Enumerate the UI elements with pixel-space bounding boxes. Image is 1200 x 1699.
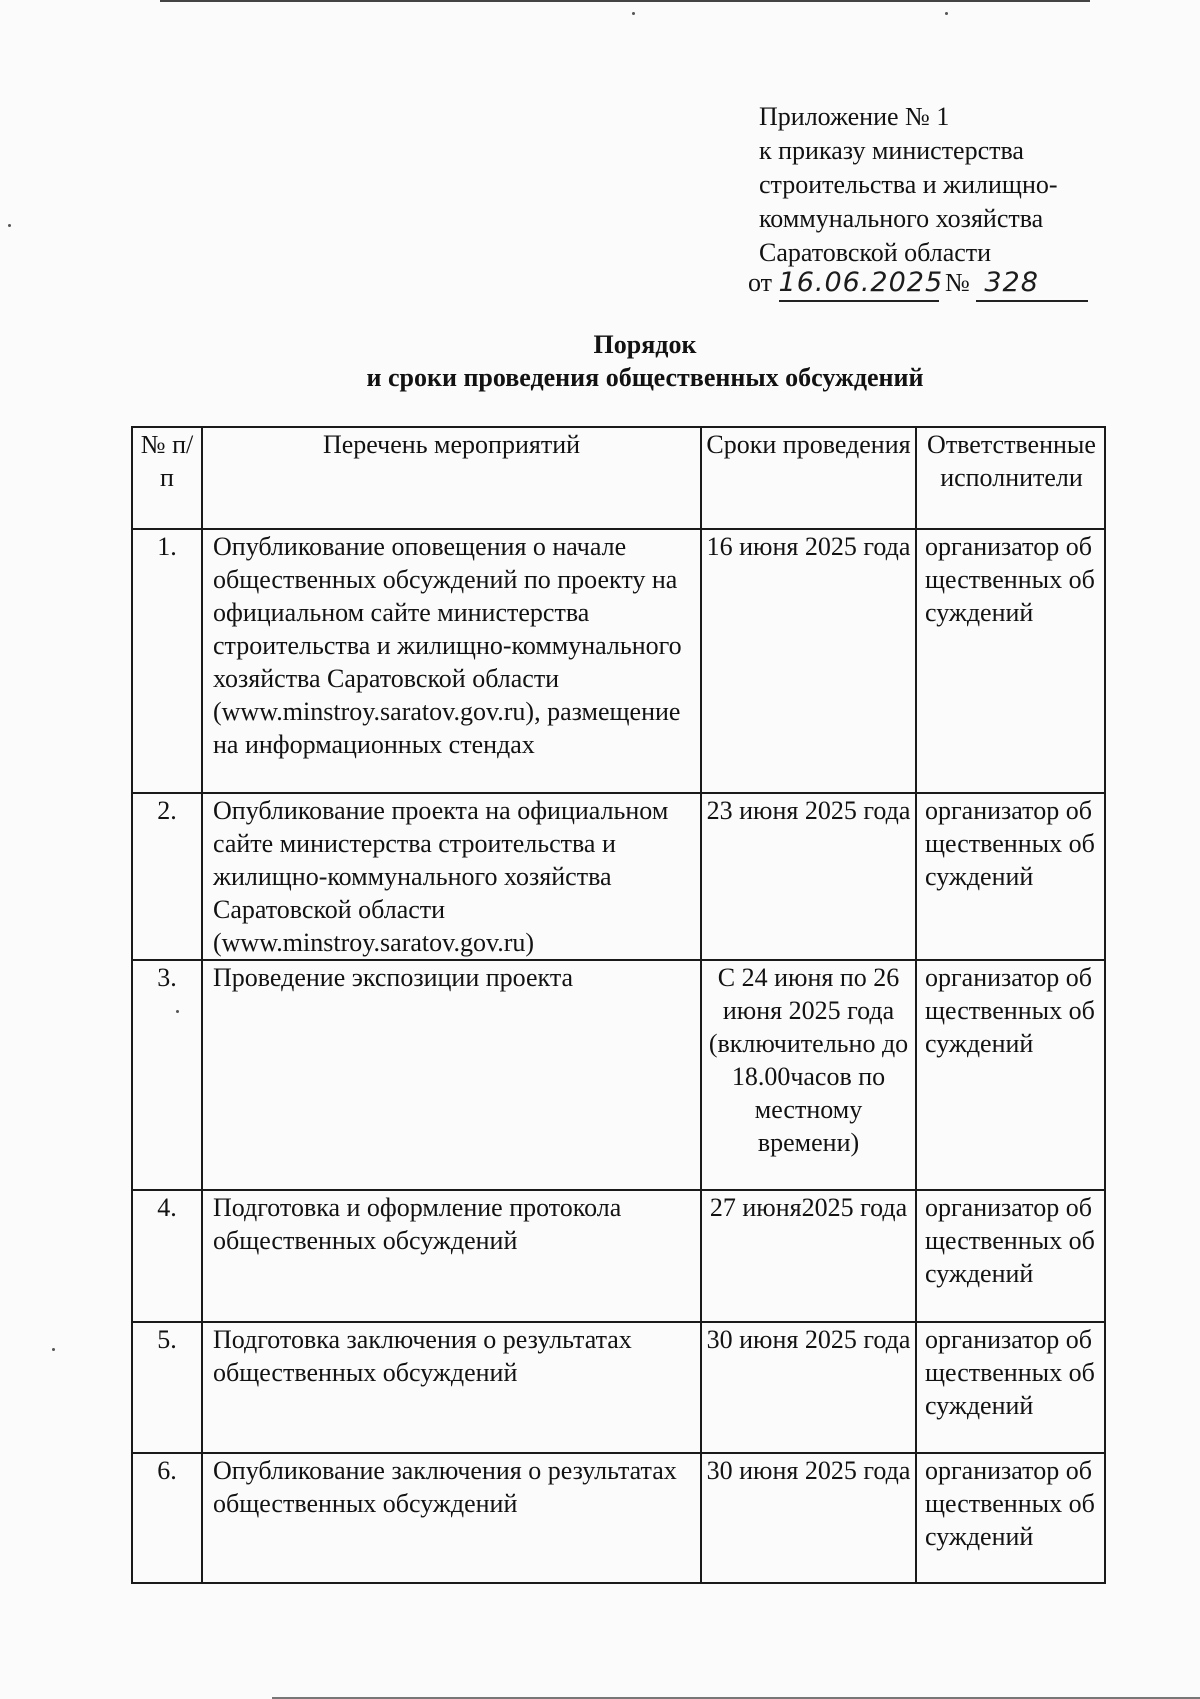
row-term: 30 июня 2025 года [701, 1453, 916, 1583]
scan-speck [945, 12, 948, 15]
row-num: 6. [132, 1453, 202, 1583]
header-activity: Перечень мероприятий [202, 427, 701, 529]
scan-edge-top [160, 0, 1090, 2]
appendix-line: Саратовской области [759, 238, 992, 267]
table-row [132, 1453, 1105, 1583]
appendix-line: Приложение № 1 [759, 102, 950, 131]
row-activity: Опубликование оповещения о начале общественных обсуждений по проекту на официальном сайте министерства строительства и жилищно-коммунального хозяйства Саратовской области (www.minstroy.saratov.gov.ru), размещение на информационных стендах [202, 529, 701, 793]
appendix-line: коммунального хозяйства [759, 204, 1044, 233]
row-activity: Проведение экспозиции проекта [202, 960, 701, 1190]
table-header-row [132, 427, 1105, 529]
row-term: 27 июня2025 года [701, 1190, 916, 1322]
row-responsible: организатор общественных обсуждений [916, 1453, 1105, 1583]
order-number-sign: № [945, 268, 970, 297]
row-num: 3. [132, 960, 202, 1190]
header-num: № п/п [132, 427, 202, 529]
row-num: 4. [132, 1190, 202, 1322]
row-responsible: организатор общественных обсуждений [916, 793, 1105, 960]
row-term: 23 июня 2025 года [701, 793, 916, 960]
row-term: С 24 июня по 26 июня 2025 года (включительно до 18.00часов по местному времени) [701, 960, 916, 1190]
table-row [132, 529, 1105, 793]
header-term: Сроки проведения [701, 427, 916, 529]
header-responsible: Ответственные исполнители [916, 427, 1105, 529]
row-num: 1. [132, 529, 202, 793]
scan-speck [632, 12, 635, 15]
row-activity: Опубликование проекта на официальном сайте министерства строительства и жилищно-коммунального хозяйства Саратовской области (www.minstroy.saratov.gov.ru) [202, 793, 701, 960]
table-row [132, 1190, 1105, 1322]
row-activity: Подготовка заключения о результатах общественных обсуждений [202, 1322, 701, 1453]
row-responsible: организатор общественных обсуждений [916, 1190, 1105, 1322]
title-line-1: Порядок [593, 330, 697, 359]
row-term: 30 июня 2025 года [701, 1322, 916, 1453]
row-activity: Опубликование заключения о результатах общественных обсуждений [202, 1453, 701, 1583]
row-responsible: организатор общественных обсуждений [916, 1322, 1105, 1453]
scan-speck [8, 224, 11, 227]
order-prefix: от [748, 268, 773, 297]
row-responsible: организатор общественных обсуждений [916, 960, 1105, 1190]
row-num: 5. [132, 1322, 202, 1453]
table-row [132, 793, 1105, 960]
order-reference [748, 266, 1088, 302]
title-line-2: и сроки проведения общественных обсуждений [366, 363, 924, 392]
appendix-line: к приказу министерства [759, 136, 1024, 165]
order-number-handwritten: 328 [976, 266, 1088, 302]
table-row [132, 960, 1105, 1190]
appendix-block [759, 100, 1058, 270]
row-responsible: организатор общественных обсуждений [916, 529, 1105, 793]
row-term: 16 июня 2025 года [701, 529, 916, 793]
document-title [0, 328, 1200, 394]
schedule-table [131, 426, 1106, 1584]
scan-speck [52, 1348, 55, 1351]
row-activity: Подготовка и оформление протокола общественных обсуждений [202, 1190, 701, 1322]
row-num: 2. [132, 793, 202, 960]
appendix-line: строительства и жилищно- [759, 170, 1058, 199]
order-date-handwritten: 16.06.2025 [779, 266, 939, 302]
table-row [132, 1322, 1105, 1453]
